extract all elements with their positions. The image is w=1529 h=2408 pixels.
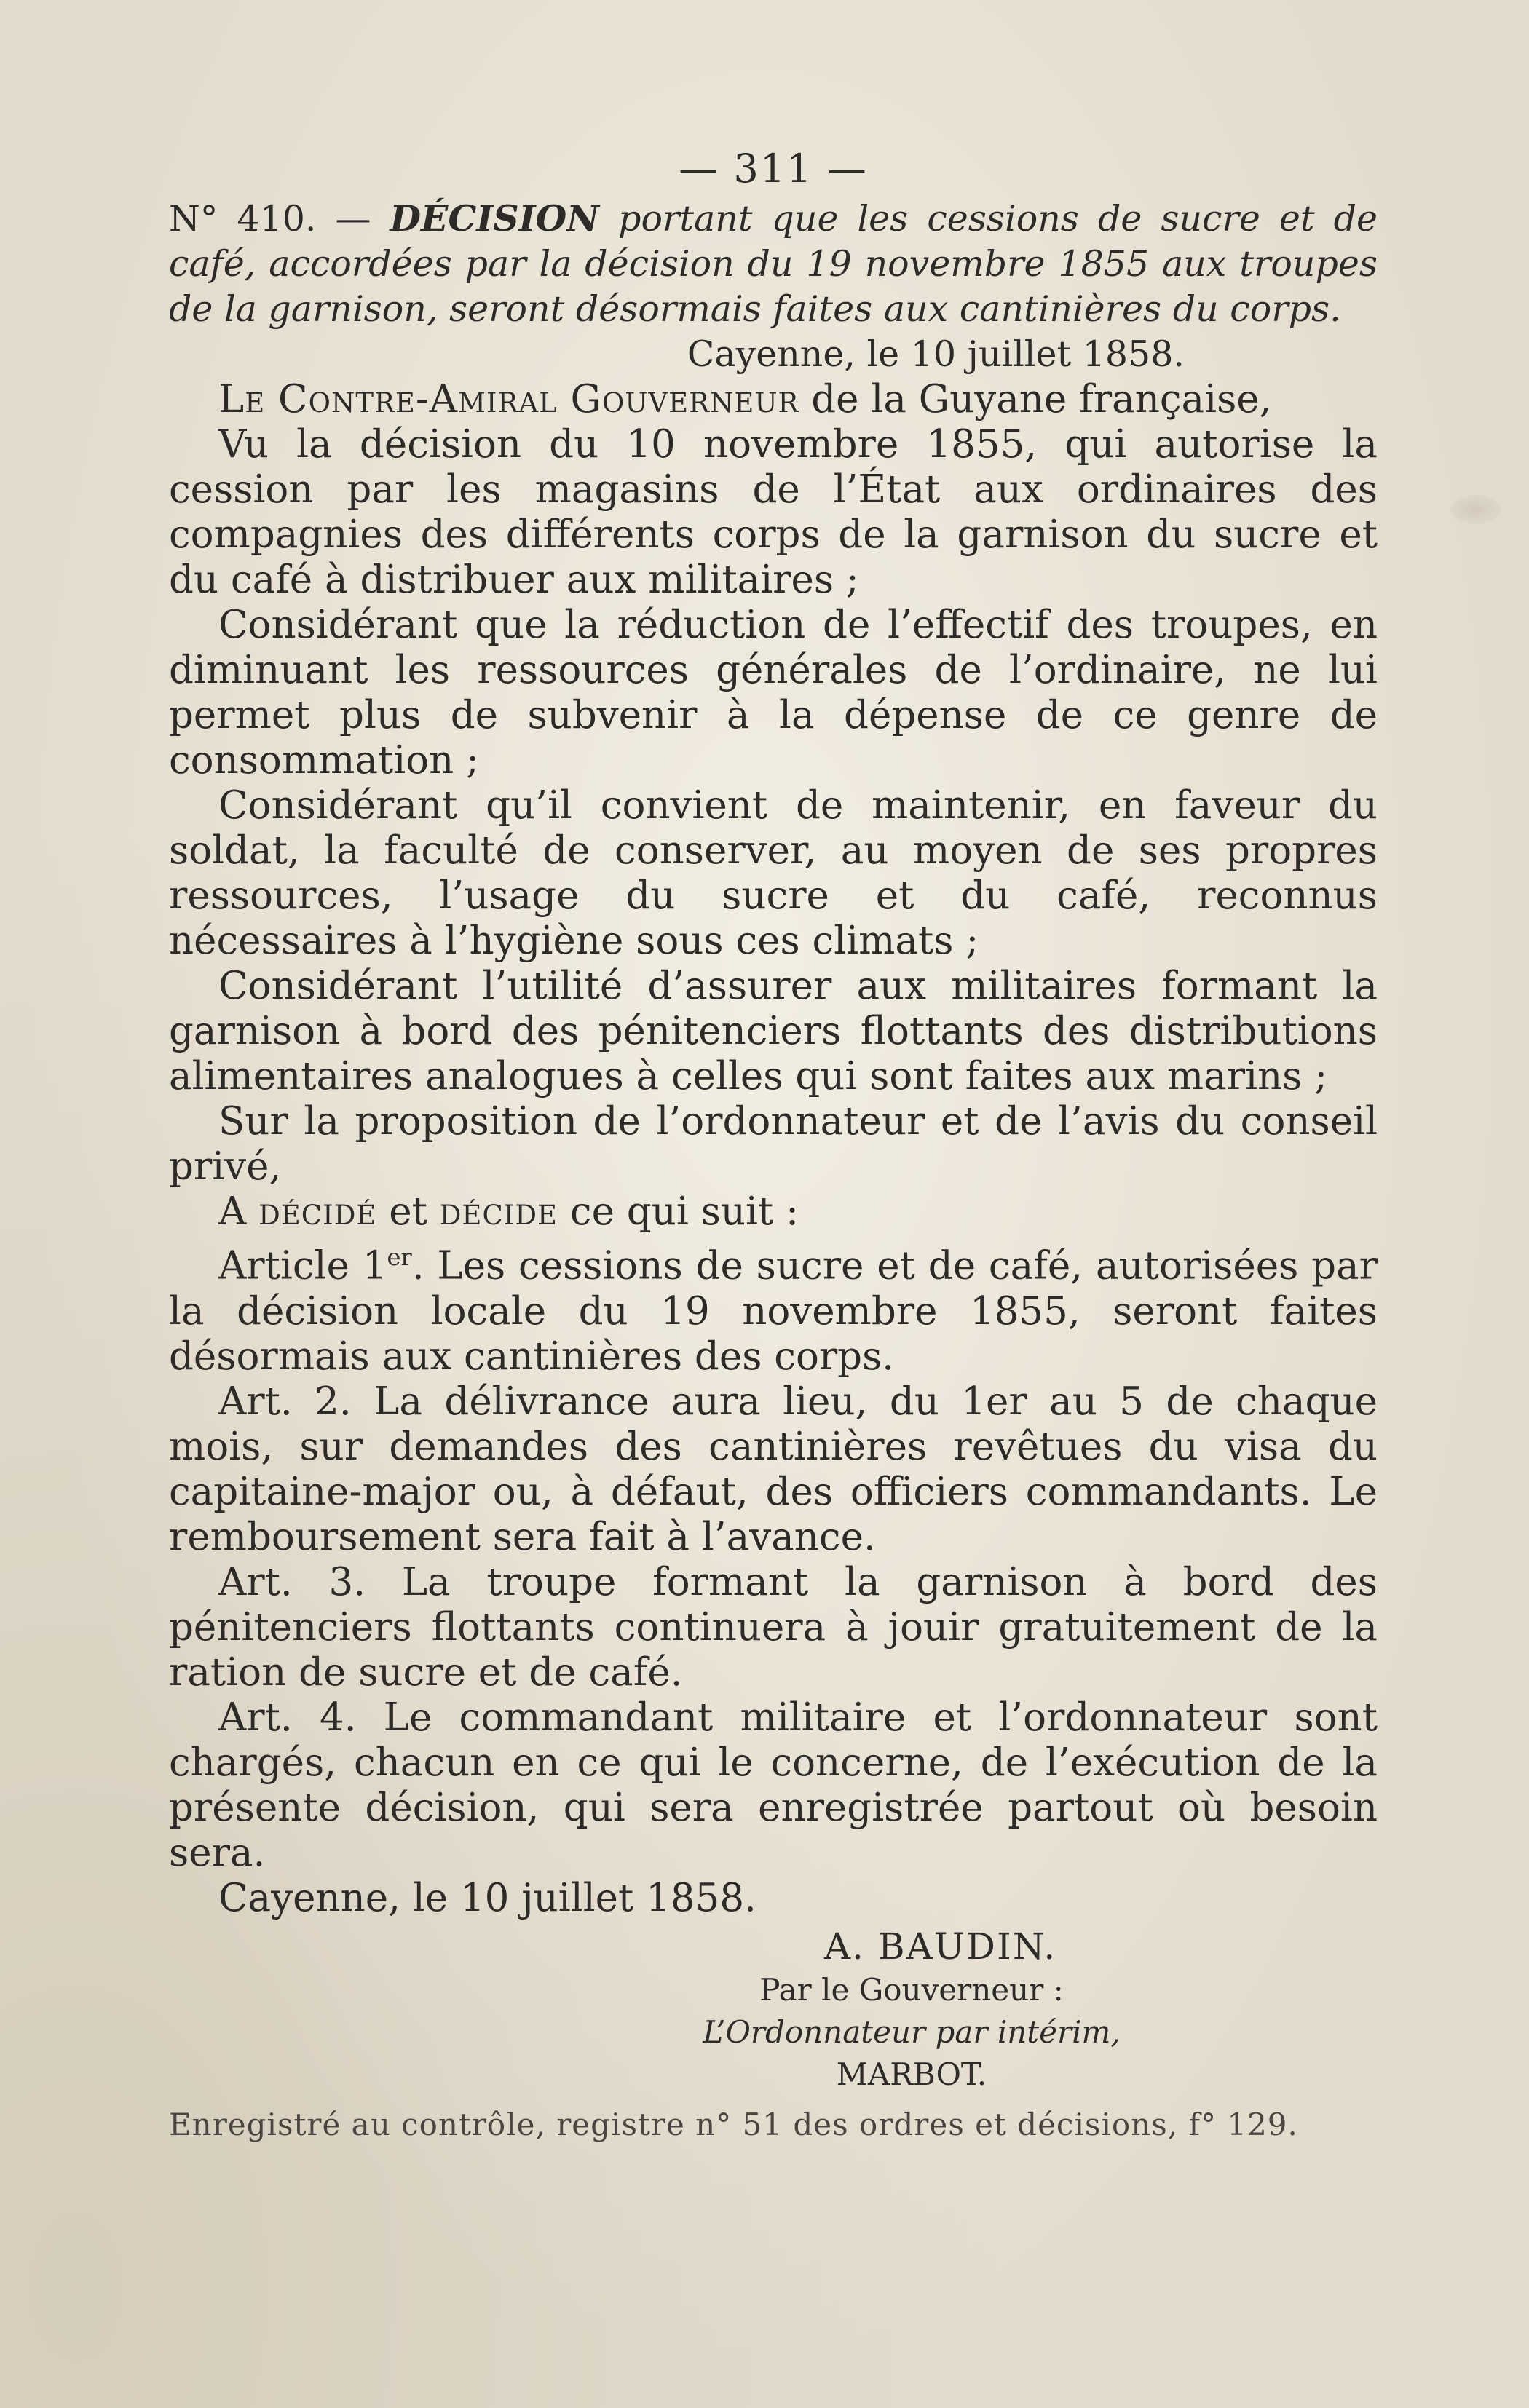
article-1-label: Article 1 (218, 1243, 387, 1288)
decision-heading (169, 196, 1378, 332)
registry-note: Enregistré au contrôle, registre n° 51 des ordres et décisions, f° 129. (169, 2106, 1298, 2142)
countersign-name: MARBOT. (836, 2056, 987, 2092)
article-4 (169, 1695, 1378, 1876)
decision-line (169, 1189, 1378, 1235)
article-3-label: Art. 3 (218, 1559, 354, 1604)
paper-stain (1450, 495, 1501, 524)
decision-description: portant que les cessions de sucre et de café, accordées par la décision du 19 novembre 1855 aux troupes de la garnison, seront désormais faites aux cantinières du corps. (169, 198, 1378, 330)
dateline: Cayenne, le 10 juillet 1858. (687, 333, 1185, 375)
opening-rest: de la Guyane française, (799, 377, 1272, 421)
article-1-text: . Les cessions de sucre et de café, autorisées par la décision locale du 19 novembre 1855, seront faites désormais aux cantinières des corps. (169, 1243, 1378, 1379)
paragraph-considerant-1: Considérant que la réduction de l’effectif des troupes, en diminuant les ressources générales de l’ordinaire, ne lui permet plus de subvenir à la dépense de ce genre de consommation ; (169, 603, 1378, 783)
article-1-sup: er (387, 1243, 412, 1271)
article-4-label: Art. 4 (218, 1695, 344, 1740)
closing-date: Cayenne, le 10 juillet 1858. (218, 1875, 756, 1920)
article-1 (169, 1235, 1378, 1379)
paragraph-vu: Vu la décision du 10 novembre 1855, qui autorise la cession par les magasins de l’État aux ordinaires des compagnies des différents corps de la garnison du sucre et du café à distribuer aux militaires ; (169, 422, 1378, 602)
article-4-text: . Le commandant militaire et l’ordonnateur sont chargés, chacun en ce qui le concerne, de l’exécution de la présente décision, qui sera enregistrée partout où besoin sera. (169, 1695, 1378, 1875)
document-page (169, 146, 1378, 2147)
decision-decide-past: décidé (258, 1189, 377, 1234)
decision-et: et (376, 1189, 440, 1234)
article-3-text: . La troupe formant la garnison à bord des pénitenciers flottants continuera à jouir gratuitement de la ration de sucre et de café. (169, 1559, 1378, 1695)
article-2-label: Art. 2 (218, 1379, 339, 1424)
decision-rest: ce qui suit : (558, 1189, 799, 1234)
countersign-line-1: Par le Gouverneur : (759, 1971, 1064, 2008)
decision-decide-present: décide (439, 1189, 558, 1234)
countersign-line-2: L’Ordonnateur par intérim, (703, 2013, 1121, 2050)
opening-line (169, 377, 1378, 422)
page-number: — 311 — (679, 146, 868, 191)
decision-number: N° 410. — (169, 198, 390, 239)
paragraph-considerant-2: Considérant qu’il convient de maintenir, en faveur du soldat, la faculté de conserver, au moyen de ses propres ressources, l’usage du sucre et du café, reconnus nécessaires à l’hygiène sous ces climats ; (169, 783, 1378, 963)
issuing-authority: Le Contre-Amiral Gouverneur (218, 377, 799, 421)
article-3 (169, 1560, 1378, 1695)
signature: A. BAUDIN. (824, 1925, 1057, 1968)
paragraph-proposition: Sur la proposition de l’ordonnateur et de l’avis du conseil privé, (169, 1099, 1378, 1189)
decision-title: DÉCISION (390, 197, 600, 239)
article-2 (169, 1379, 1378, 1560)
article-2-text: . La délivrance aura lieu, du 1er au 5 de chaque mois, sur demandes des cantinières revêtues du visa du capitaine-major ou, à défaut, des officiers commandants. Le remboursement sera fait à l’avance. (169, 1379, 1378, 1559)
paragraph-considerant-3: Considérant l’utilité d’assurer aux militaires formant la garnison à bord des pénitenciers flottants des distributions alimentaires analogues à celles qui sont faites aux marins ; (169, 964, 1378, 1098)
decision-a: A (218, 1189, 259, 1234)
